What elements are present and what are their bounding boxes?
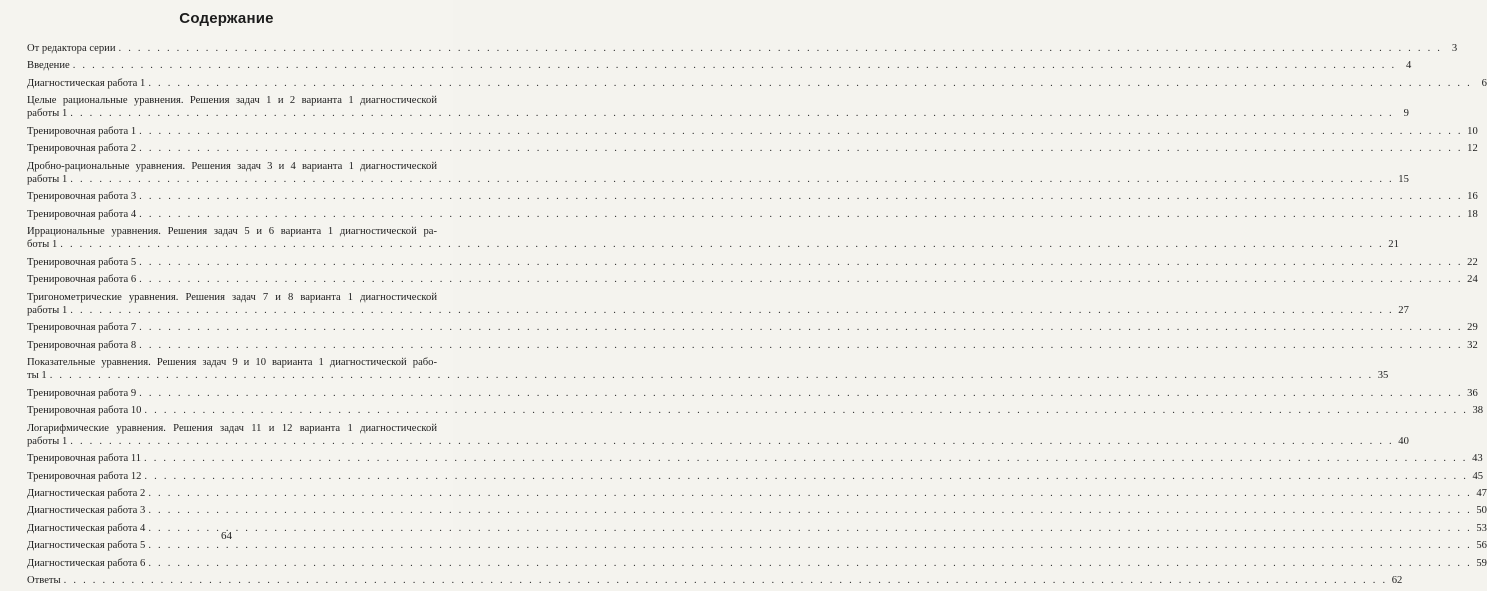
dot-leader (148, 77, 1472, 90)
toc-entry-page: 59 (1476, 557, 1487, 569)
toc-entry (27, 487, 1487, 500)
toc-entry-title: Тренировочная работа 9 (27, 387, 137, 399)
dot-leader (119, 42, 1443, 55)
toc-entry-title-line1: Показательные уравнения. Решения задач 9 и 10 варианта 1 диагностической рабо- (27, 357, 437, 369)
toc-entry (27, 470, 1484, 483)
dot-leader (60, 238, 1384, 251)
toc-entry-page: 38 (1472, 405, 1484, 417)
toc-entry-page: 24 (1467, 274, 1478, 286)
toc-entry (27, 208, 1478, 221)
toc-entry-page: 53 (1476, 522, 1487, 534)
page-number: 64 (221, 530, 232, 542)
toc-entry-title: Тренировочная работа 6 (27, 274, 137, 286)
toc-entry-page: 32 (1467, 339, 1478, 351)
dot-leader (144, 404, 1468, 417)
toc-entry-line2 (27, 107, 1409, 120)
toc-entry-title-line1: Тригонометрические уравнения. Решения задач 7 и 8 варианта 1 диагностической (27, 291, 437, 303)
toc-entry (27, 574, 1403, 587)
toc-entry (27, 387, 1478, 400)
dot-leader (148, 557, 1472, 570)
toc-entry (27, 339, 1478, 352)
dot-leader (139, 321, 1463, 334)
dot-leader (70, 435, 1394, 448)
toc-entry-title: Диагностическая работа 1 (27, 77, 146, 89)
toc-entry-title-line1: Иррациональные уравнения. Решения задач 5 и 6 варианта 1 диагностической ра- (27, 226, 437, 238)
toc-entry-page: 6 (1481, 77, 1487, 89)
toc-entry-title: Тренировочная работа 12 (27, 470, 142, 482)
toc-entry-page: 50 (1476, 505, 1487, 517)
dot-leader (73, 59, 1397, 72)
toc-entry-page: 43 (1472, 453, 1483, 465)
toc-entry-title: Диагностическая работа 2 (27, 487, 146, 499)
toc-entry (27, 321, 1478, 334)
toc-entry (27, 142, 1478, 155)
toc-entry (27, 356, 1389, 383)
toc-entry (27, 291, 1409, 318)
toc-entry-page: 22 (1467, 256, 1478, 268)
table-of-contents (27, 42, 1487, 591)
dot-leader (139, 256, 1463, 269)
toc-entry-line2 (27, 304, 1409, 317)
toc-entry-title: Тренировочная работа 5 (27, 256, 137, 268)
dot-leader (139, 387, 1463, 400)
toc-entry-page: 47 (1476, 487, 1487, 499)
toc-entry-title-line1: Целые рациональные уравнения. Решения задач 1 и 2 варианта 1 диагностической (27, 95, 437, 107)
toc-entry-page: 21 (1388, 239, 1399, 251)
toc-entry-title: Диагностическая работа 5 (27, 540, 146, 552)
toc-entry-title: Тренировочная работа 10 (27, 405, 142, 417)
toc-entry-title: Введение (27, 60, 70, 72)
dot-leader (139, 142, 1463, 155)
dot-leader (139, 190, 1463, 203)
toc-entry (27, 94, 1409, 121)
toc-entry-title: Тренировочная работа 8 (27, 339, 137, 351)
toc-entry-page: 45 (1472, 470, 1484, 482)
toc-entry-page: 12 (1467, 143, 1478, 155)
toc-entry-page: 3 (1451, 43, 1458, 54)
toc-entry (27, 557, 1487, 570)
toc-entry-page: 16 (1467, 191, 1478, 203)
toc-entry-title-line1: Логарифмические уравнения. Решения задач 11 и 12 варианта 1 диагностической (27, 422, 437, 434)
toc-entry (27, 273, 1478, 286)
toc-entry-title-line2: ты 1 (27, 370, 47, 382)
toc-entry-title: Тренировочная работа 7 (27, 322, 137, 334)
dot-leader (70, 173, 1394, 186)
toc-entry-title: Тренировочная работа 4 (27, 208, 137, 220)
dot-leader (144, 470, 1468, 483)
toc-entry (27, 125, 1478, 138)
toc-entry-line2 (27, 238, 1399, 251)
dot-leader (139, 208, 1463, 221)
toc-entry-title-line2: работы 1 (27, 173, 68, 185)
dot-leader (139, 339, 1463, 352)
toc-entry-title: Тренировочная работа 3 (27, 191, 137, 203)
toc-entry (27, 504, 1487, 517)
toc-entry-line2 (27, 369, 1389, 382)
toc-entry-title: Диагностическая работа 3 (27, 505, 146, 517)
dot-leader (148, 504, 1472, 517)
toc-entry (27, 404, 1484, 417)
toc-entry-title-line2: работы 1 (27, 304, 68, 316)
toc-entry-title: Тренировочная работа 2 (27, 143, 137, 155)
toc-entry-title-line1: Дробно-рациональные уравнения. Решения задач 3 и 4 варианта 1 диагностической (27, 160, 437, 172)
dot-leader (70, 107, 1394, 120)
toc-entry-page: 40 (1398, 435, 1409, 447)
toc-entry-page: 29 (1467, 322, 1478, 334)
toc-entry-title: От редактора серии (27, 43, 116, 54)
toc-entry-page: 15 (1398, 173, 1409, 185)
toc-entry (27, 160, 1409, 187)
toc-entry-page: 27 (1398, 304, 1409, 316)
dot-leader (148, 487, 1472, 500)
toc-entry (27, 256, 1478, 269)
toc-entry-page: 35 (1377, 370, 1389, 382)
toc-entry (27, 225, 1399, 252)
toc-entry-title-line2: работы 1 (27, 435, 68, 447)
toc-entry-title: Ответы (27, 574, 61, 586)
toc-entry-page: 36 (1467, 387, 1478, 399)
toc-entry-title: Тренировочная работа 1 (27, 125, 137, 137)
page-title: Содержание (179, 10, 274, 27)
toc-entry-page: 9 (1403, 108, 1409, 120)
dot-leader (70, 304, 1394, 317)
toc-entry (27, 77, 1487, 90)
toc-entry (27, 422, 1409, 449)
toc-entry-line2 (27, 435, 1409, 448)
toc-entry-title: Диагностическая работа 4 (27, 522, 146, 534)
toc-entry-title: Тренировочная работа 11 (27, 453, 142, 465)
toc-entry (27, 59, 1412, 72)
toc-entry-line2 (27, 173, 1409, 186)
toc-entry-page: 62 (1391, 574, 1403, 586)
toc-entry-page: 10 (1467, 125, 1478, 137)
toc-entry (27, 190, 1478, 203)
toc-entry-title: Диагностическая работа 6 (27, 557, 146, 569)
toc-entry-page: 4 (1406, 60, 1412, 72)
dot-leader (139, 273, 1463, 286)
dot-leader (144, 452, 1468, 465)
dot-leader (50, 369, 1374, 382)
dot-leader (139, 125, 1463, 138)
toc-entry-title-line2: работы 1 (27, 108, 68, 120)
toc-entry-title-line2: боты 1 (27, 239, 58, 251)
toc-entry (27, 42, 1458, 55)
dot-leader (64, 574, 1388, 587)
toc-entry-page: 56 (1476, 540, 1487, 552)
toc-entry-page: 18 (1467, 208, 1478, 220)
toc-entry (27, 452, 1483, 465)
